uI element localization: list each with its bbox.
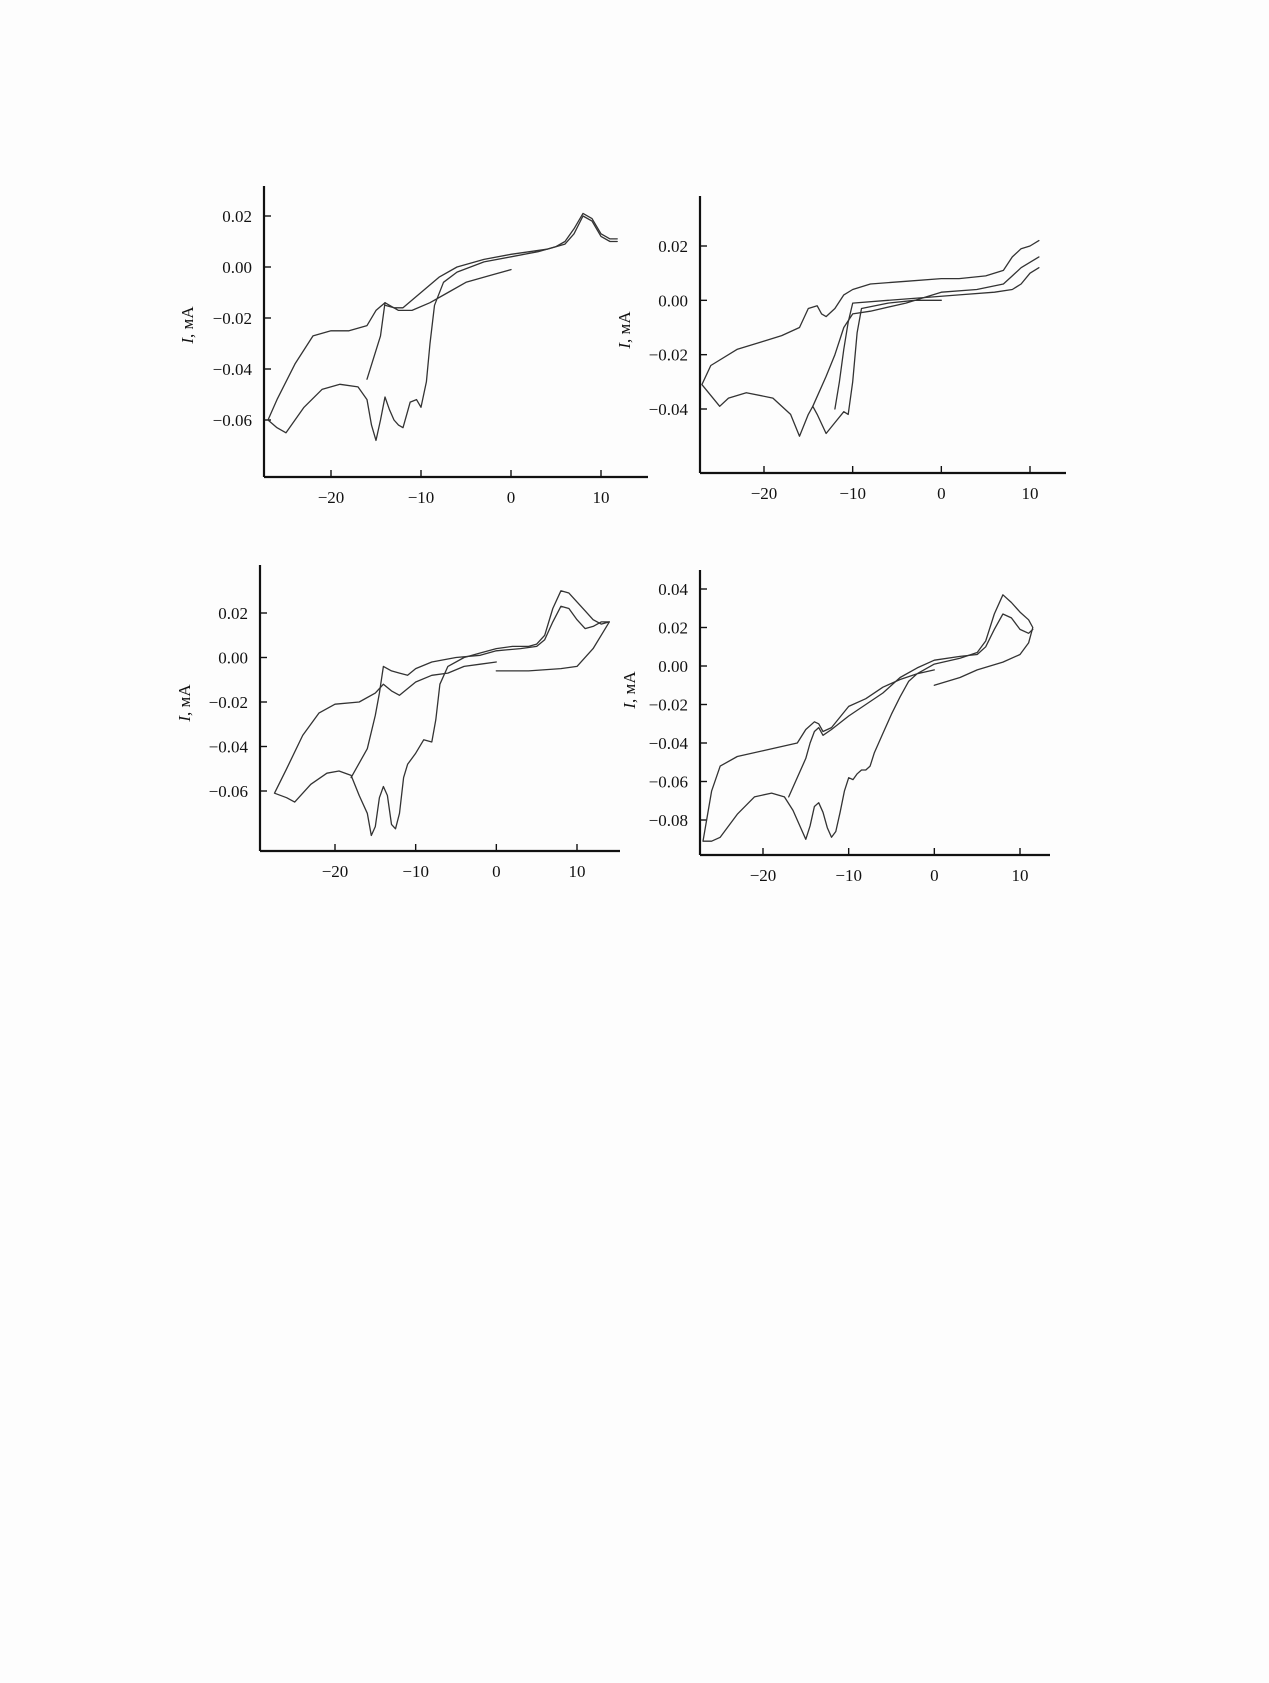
y-tick-label: −0.06 [212,411,252,430]
x-tick-label: −10 [839,484,866,503]
y-tick-label: −0.08 [648,811,688,830]
x-tick-label: −20 [750,484,778,503]
y-axis-label: I, мА [615,311,634,349]
x-tick-label: 0 [930,866,939,885]
y-tick-label: −0.04 [212,360,252,379]
x-tick-label: −20 [749,866,777,885]
y-tick-label: 0.00 [658,657,688,676]
y-tick-label: −0.06 [208,782,248,801]
x-tick-label: −10 [402,862,429,881]
x-tick-label: 10 [568,862,586,881]
y-axis-label: I, мА [175,684,194,722]
y-tick-label: 0.00 [218,648,248,668]
x-tick-label: 10 [592,488,610,507]
y-axis-label: I, мА [178,306,197,344]
series-line-2 [367,303,385,380]
x-tick-label: −10 [407,488,435,507]
y-tick-label: −0.02 [648,345,688,365]
y-tick-label: −0.04 [648,734,688,753]
x-tick-label: 0 [937,484,946,503]
y-tick-label: −0.02 [208,693,248,712]
y-tick-label: 0.02 [658,237,688,256]
x-tick-label: −20 [321,862,349,881]
y-axis-label: I, мА [620,671,639,709]
x-tick-label: −10 [835,866,862,885]
x-tick-label: 10 [1011,866,1029,885]
y-tick-label: 0.04 [658,580,688,599]
y-tick-label: 0.02 [222,207,252,226]
y-tick-label: −0.04 [208,737,248,757]
series-line-1 [268,213,617,440]
y-tick-label: −0.06 [648,772,688,792]
series-line-3 [385,216,617,308]
series-line-2 [351,606,609,777]
y-tick-label: −0.02 [212,309,252,328]
x-tick-label: 10 [1021,484,1039,503]
series-line-3 [835,268,1039,409]
series-line-2 [789,614,1033,797]
x-tick-label: 0 [492,862,501,881]
y-tick-label: −0.02 [648,695,688,715]
x-tick-label: 0 [506,488,516,507]
series-line-1 [275,591,610,836]
series-line-1 [702,241,1039,437]
series-line-1 [703,595,1033,841]
y-tick-label: 0.02 [218,604,248,623]
chart-panel-bottom-left [175,565,620,881]
chart-panel-top-left [178,186,648,507]
y-tick-label: 0.02 [658,618,688,638]
chart-panel-bottom-right [620,570,1050,885]
y-tick-label: 0.00 [222,258,252,277]
chart-panel-top-right [615,196,1066,503]
x-tick-label: −20 [317,488,345,507]
y-tick-label: 0.00 [658,291,688,311]
y-tick-label: −0.04 [648,400,688,419]
